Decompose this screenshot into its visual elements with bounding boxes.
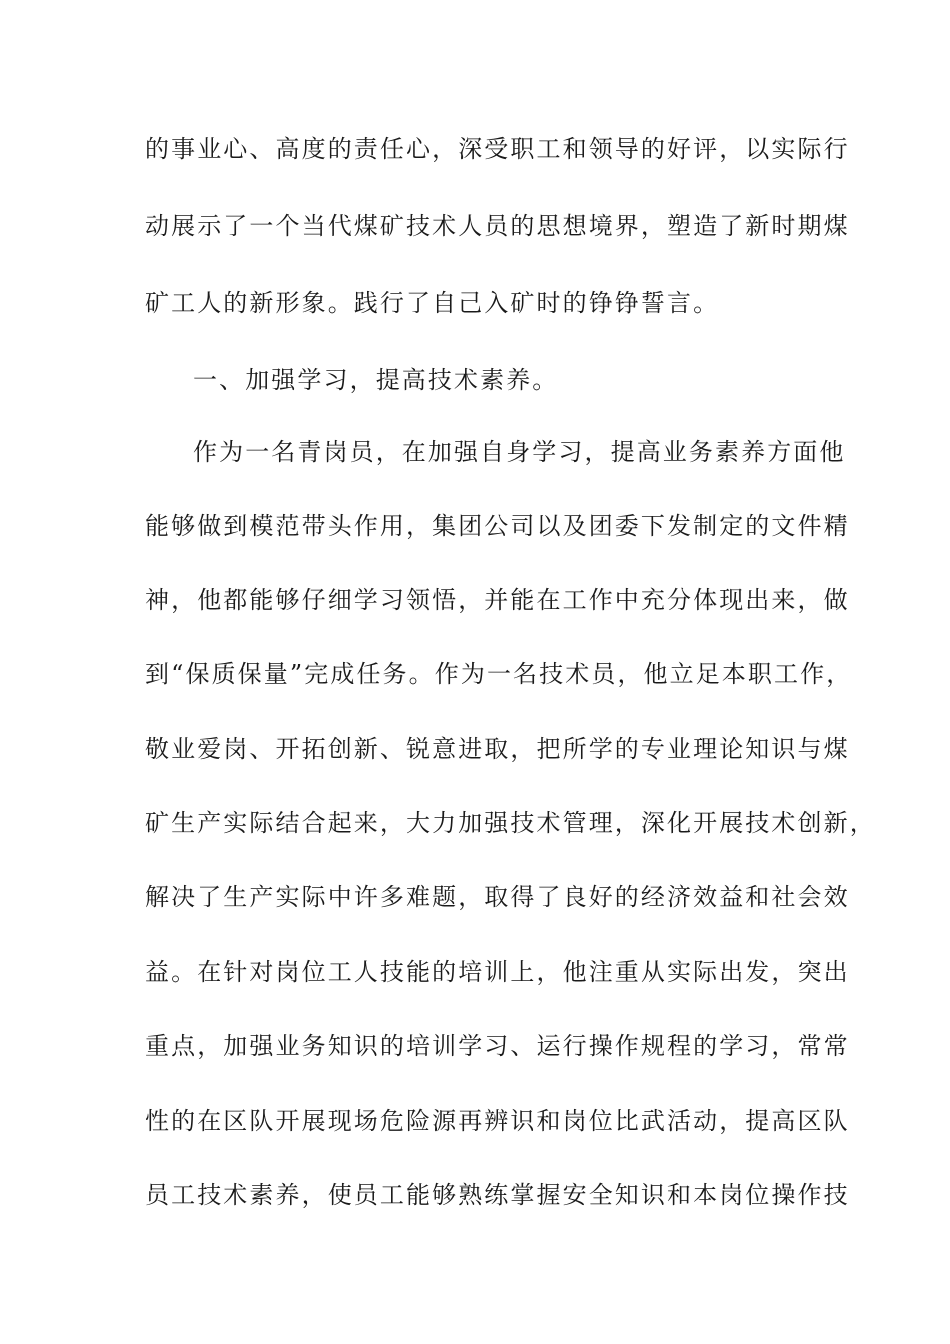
paragraph-line-10: 矿生产实际结合起来，大力加强技术管理，深化开展技术创新，	[145, 809, 876, 837]
paragraph-line-1: 的事业心、高度的责任心，深受职工和领导的好评，以实际行	[145, 135, 850, 163]
paragraph-line-7: 神，他都能够仔细学习领悟，并能在工作中充分体现出来，做	[145, 586, 850, 614]
paragraph-line-15: 员工技术素养，使员工能够熟练掌握安全知识和本岗位操作技	[145, 1181, 850, 1209]
section-heading: 一、加强学习，提高技术素养。	[193, 366, 559, 394]
paragraph-line-12: 益。在针对岗位工人技能的培训上，他注重从实际出发，突出	[145, 958, 850, 986]
paragraph-line-2: 动展示了一个当代煤矿技术人员的思想境界，塑造了新时期煤	[145, 212, 850, 240]
paragraph-line-14: 性的在区队开展现场危险源再辨识和岗位比武活动，提高区队	[145, 1107, 850, 1135]
paragraph-line-13: 重点，加强业务知识的培训学习、运行操作规程的学习，常常	[145, 1032, 850, 1060]
paragraph-line-6: 能够做到模范带头作用，集团公司以及团委下发制定的文件精	[145, 512, 850, 540]
paragraph-line-5: 作为一名青岗员，在加强自身学习，提高业务素养方面他	[193, 438, 846, 466]
paragraph-line-9: 敬业爱岗、开拓创新、锐意进取，把所学的专业理论知识与煤	[145, 735, 850, 763]
paragraph-line-3: 矿工人的新形象。践行了自己入矿时的铮铮誓言。	[145, 289, 720, 317]
paragraph-line-8: 到“保质保量”完成任务。作为一名技术员，他立足本职工作，	[145, 660, 853, 688]
paragraph-line-11: 解决了生产实际中许多难题，取得了良好的经济效益和社会效	[145, 883, 850, 911]
